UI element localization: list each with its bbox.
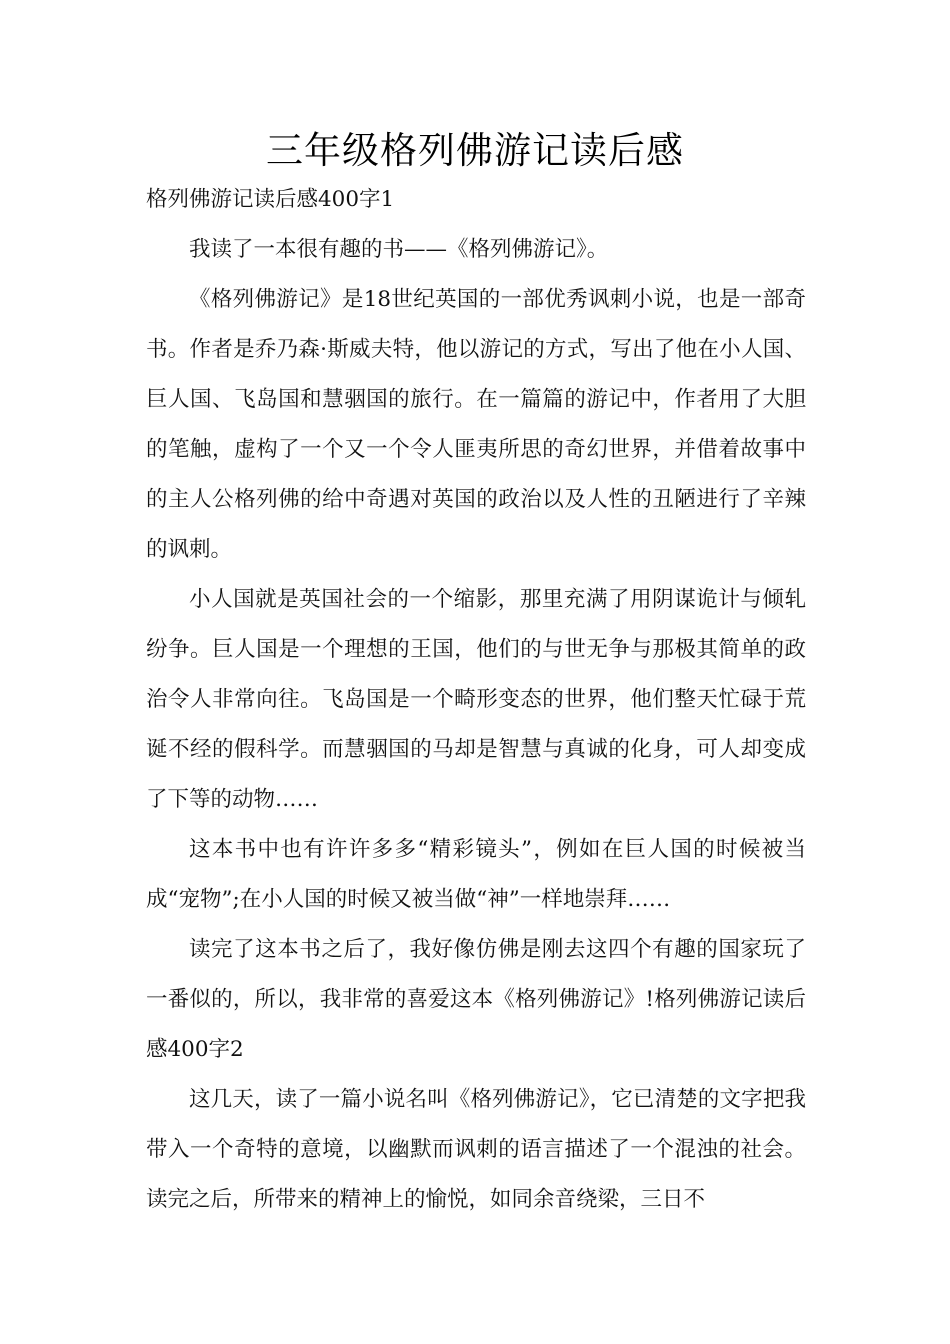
document-title: 三年级格列佛游记读后感 [266,129,684,172]
paragraph: 《格列佛游记》是18世纪英国的一部优秀讽刺小说，也是一部奇书。作者是乔乃森·斯威夫特，他以游记的方式，写出了他在小人国、巨人国、飞岛国和慧骃国的旅行。在一篇篇的游记中，作者用了大胆的笔触，虚构了一个又一个令人匪夷所思的奇幻世界，并借着故事中的主人公格列佛的给中奇遇对英国的政治以及人性的丑陋进行了辛辣的讽刺。 [146,287,806,562]
paragraph: 这本书中也有许许多多“精彩镜头”，例如在巨人国的时候被当成“宠物”;在小人国的时候又被当做“神”一样地崇拜…… [146,837,806,912]
paragraph: 这几天，读了一篇小说名叫《格列佛游记》，它已清楚的文字把我带入一个奇特的意境，以幽默而讽刺的语言描述了一个混浊的社会。读完之后，所带来的精神上的愉悦，如同余音绕梁，三日不 [146,1087,806,1212]
paragraph: 小人国就是英国社会的一个缩影，那里充满了用阴谋诡计与倾轧纷争。巨人国是一个理想的王国，他们的与世无争与那极其简单的政治令人非常向往。飞岛国是一个畸形变态的世界，他们整天忙碌于荒诞不经的假科学。而慧骃国的马却是智慧与真诚的化身，可人却变成了下等的动物…… [146,587,806,812]
paragraph: 我读了一本很有趣的书——《格列佛游记》。 [189,237,609,262]
document-body [146,175,806,1225]
section-heading-1: 格列佛游记读后感400字1 [146,187,395,212]
paragraph: 读完了这本书之后了，我好像仿佛是刚去这四个有趣的国家玩了一番似的，所以，我非常的喜爱这本《格列佛游记》!格列佛游记读后感400字2 [146,937,806,1062]
